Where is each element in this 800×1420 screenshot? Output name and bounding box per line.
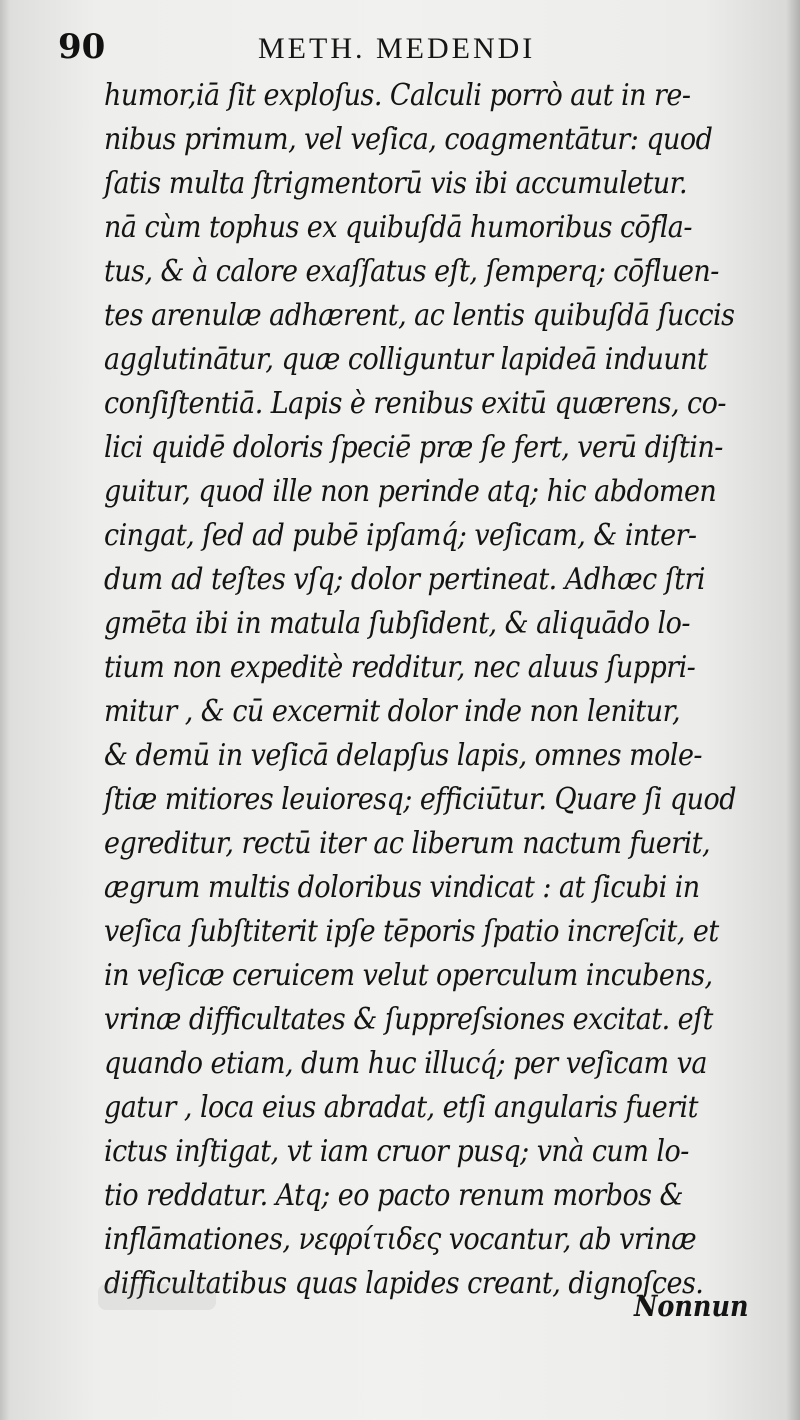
text-line: ſtiæ mitiores leuioresq; efficiūtur. Quare ſi quod	[104, 782, 736, 817]
body-text	[104, 74, 754, 1306]
text-line: nā cùm tophus ex quibuſdā humoribus cōfla-	[104, 210, 692, 245]
text-line: conſiſtentiā. Lapis è renibus exitū quærens, co-	[104, 386, 726, 421]
text-line: agglutinātur, quæ colliguntur lapideā induunt	[104, 342, 708, 377]
text-line: humor,iā ſit exploſus. Calculi porrò aut in re-	[104, 78, 691, 113]
catchword: Nonnun	[634, 1289, 749, 1323]
text-line: tium non expeditè redditur, nec aluus ſuppri-	[104, 650, 696, 685]
text-line: in veſicæ ceruicem velut operculum incubens,	[104, 958, 713, 993]
text-line: vrinæ difficultates & ſuppreſsiones excitat. eſt	[104, 1002, 713, 1037]
text-line: lici quidē doloris ſpeciē præ ſe fert, verū diſtin-	[104, 430, 723, 465]
page-number: 90	[58, 27, 106, 67]
text-line: tus, & à calore exaſſatus eſt, ſemperq; cōfluen-	[104, 254, 719, 289]
text-line: dum ad teſtes vſq; dolor pertineat. Adhæc ſtri	[104, 562, 705, 597]
text-line: guitur, quod ille non perinde atq; hic abdomen	[104, 474, 717, 509]
text-line: veſica ſubſtiterit ipſe tēporis ſpatio increſcit, et	[104, 914, 719, 949]
text-line: tes arenulæ adhærent, ac lentis quibuſdā ſuccis	[104, 298, 735, 333]
ink-bleed-smudge	[98, 1284, 216, 1310]
text-line: mitur , & cū excernit dolor inde non lenitur,	[104, 694, 681, 729]
page-edge-shadow-right	[786, 0, 800, 1420]
page-edge-shadow-left	[0, 0, 10, 1420]
text-line: nibus primum, vel veſica, coagmentātur: quod	[104, 122, 713, 157]
text-line: difficultatibus quas lapides creant, dignoſces.	[104, 1266, 704, 1301]
text-line: ſatis multa ſtrigmentorū vis ibi accumuletur.	[104, 166, 688, 201]
text-line: gmēta ibi in matula ſubſident, & aliquādo lo-	[104, 606, 690, 641]
text-line: gatur , loca eius abradat, etſi angularis fuerit	[104, 1090, 698, 1125]
text-line: ægrum multis doloribus vindicat : at ſicubi in	[104, 870, 700, 905]
text-line: egreditur, rectū iter ac liberum nactum fuerit,	[104, 826, 711, 861]
text-line: quando etiam, dum huc illucq́; per veſicam va	[104, 1046, 707, 1081]
text-line: & demū in veſicā delapſus lapis, omnes mole-	[104, 738, 702, 773]
running-head: METH. MEDENDI	[258, 32, 536, 65]
text-line: cingat, ſed ad pubē ipſamq́; veſicam, & inter-	[104, 518, 697, 553]
text-line: tio reddatur. Atq; eo pacto renum morbos &	[104, 1178, 684, 1213]
text-line: ictus inſtigat, vt iam cruor pusq; vnà cum lo-	[104, 1134, 689, 1169]
text-line: inflāmationes, νεφρίτιδες vocantur, ab vrinæ	[104, 1222, 697, 1257]
